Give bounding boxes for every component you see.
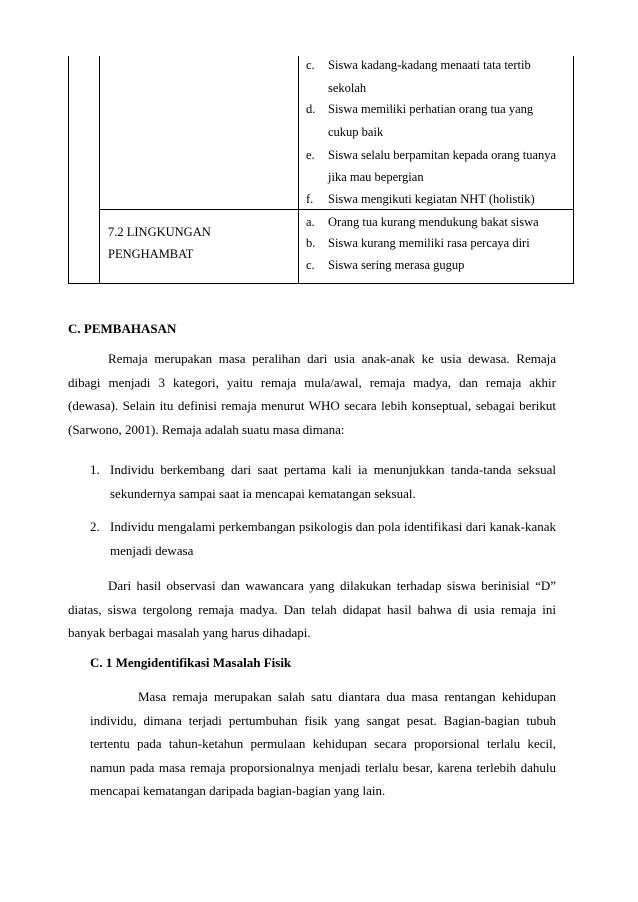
paragraph-line: (Sarwono, 2001). Remaja adalah suatu masa dimana: [68, 421, 345, 437]
table-row-divider [99, 209, 574, 210]
row-label-line: 7.2 LINGKUNGAN [108, 225, 211, 239]
list-number: 1. [90, 462, 100, 477]
subsection-heading: C. 1 Mengidentifikasi Masalah Fisik [90, 655, 292, 670]
paragraph-line: tertentu pada tahun-ketahun permulaan kehidupan secara proporsional terlalu kecil, [90, 736, 556, 751]
paragraph-line: Masa remaja merupakan salah satu diantara dua masa rentangan kehidupan [138, 689, 556, 704]
list-text: sekolah [328, 81, 367, 95]
paragraph-line: diatas, siswa tergolong remaja madya. Dan telah didapat hasil bahwa di usia remaja ini [68, 601, 556, 617]
list-text: jika mau bepergian [328, 170, 424, 184]
list-marker: a. [306, 215, 315, 229]
row-label [108, 222, 211, 265]
list-text: Siswa kadang-kadang menaati tata tertib [328, 58, 531, 72]
table-border-inner [99, 56, 100, 284]
list-text: cukup baik [328, 125, 384, 139]
list-marker: d. [306, 102, 316, 116]
observation-paragraph [68, 574, 556, 645]
row-label-line: PENGHAMBAT [108, 246, 194, 261]
observation-table [68, 56, 574, 284]
table-border-bottom [68, 283, 574, 284]
table-border-left [68, 56, 69, 284]
table-border-middle [298, 56, 299, 284]
paragraph-line: dibagi menjadi 3 kategori, yaitu remaja mula/awal, remaja madya, dan remaja akhir [68, 374, 556, 390]
paragraph-line: individu, dimana terjadi pertumbuhan fisik yang sangat pesat. Bagian-bagian tubuh [90, 712, 556, 728]
paragraph-line: sekundernya sampai saat ia mencapai kematangan seksual. [110, 485, 416, 501]
paragraph-line: namun pada masa remaja proporsionalnya menjadi terlalu besar, karena terlebih dahulu [90, 759, 556, 775]
paragraph-line: banyak berbagai masalah yang harus dihadapi. [68, 625, 311, 640]
list-marker: b. [306, 236, 316, 250]
table-border-right [573, 56, 574, 284]
list-marker: c. [306, 258, 315, 272]
list-text: Siswa mengikuti kegiatan NHT (holistik) [328, 192, 535, 206]
paragraph-line: Individu mengalami perkembangan psikologis dan pola identifikasi dari kanak-kanak [110, 519, 556, 534]
list-text: Orang tua kurang mendukung bakat siswa [328, 215, 539, 229]
list-text: Siswa kurang memiliki rasa percaya diri [328, 236, 530, 250]
list-marker: e. [306, 148, 315, 162]
numbered-item [110, 458, 556, 505]
paragraph-line: Remaja merupakan masa peralihan dari usia anak-anak ke usia dewasa. Remaja [108, 351, 556, 366]
paragraph-line: Dari hasil observasi dan wawancara yang dilakukan terhadap siswa berinisial “D” [108, 578, 556, 593]
list-marker: c. [306, 58, 315, 72]
list-text: Siswa selalu berpamitan kepada orang tuanya [328, 148, 557, 162]
list-text: Siswa memiliki perhatian orang tua yang [328, 102, 534, 116]
paragraph-line: Individu berkembang dari saat pertama kali ia menunjukkan tanda-tanda seksual [110, 462, 556, 477]
list-marker: f. [306, 192, 314, 206]
list-number: 2. [90, 519, 100, 534]
paragraph-line: (dewasa). Selain itu definisi remaja menurut WHO secara lebih konseptual, sebagai berikut [68, 398, 556, 413]
section-heading: C. PEMBAHASAN [68, 321, 177, 336]
intro-paragraph [68, 347, 556, 441]
subsection-paragraph [90, 685, 556, 803]
list-text: Siswa sering merasa gugup [328, 258, 465, 272]
numbered-item [110, 515, 556, 562]
paragraph-line: menjadi dewasa [110, 542, 194, 558]
paragraph-line: mencapai kematangan daripada bagian-bagian yang lain. [90, 783, 386, 798]
